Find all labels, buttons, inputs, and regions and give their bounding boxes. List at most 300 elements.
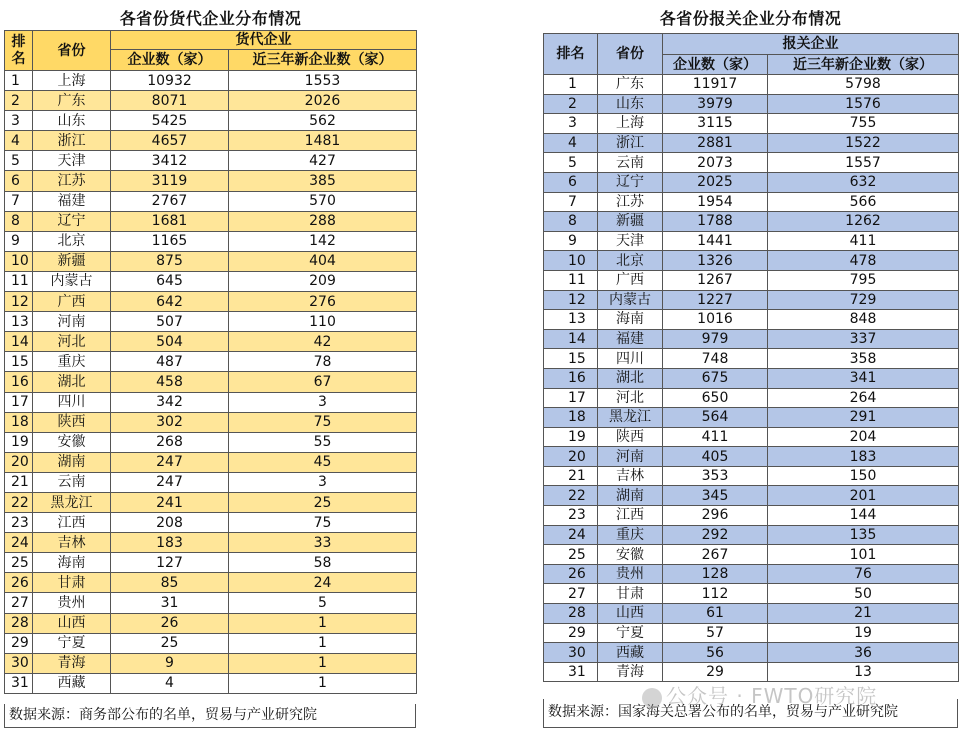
table-row [5,653,417,673]
new-count-cell: 101 [768,545,959,565]
count-cell: 4657 [111,131,229,151]
count-cell: 1954 [663,192,768,212]
table-row [544,270,959,290]
province-cell: 北京 [33,231,111,251]
new-count-cell: 1481 [229,131,417,151]
rank-cell: 13 [544,310,598,330]
count-cell: 5425 [111,111,229,131]
rank-cell: 21 [5,472,33,492]
rank-cell: 5 [5,151,33,171]
rank-cell: 25 [544,545,598,565]
count-cell: 2073 [663,153,768,173]
table-row [544,466,959,486]
table-row [5,513,417,533]
province-cell: 江西 [598,506,663,526]
rank-cell: 27 [5,593,33,613]
count-cell: 504 [111,332,229,352]
province-cell: 安徽 [598,545,663,565]
rank-cell: 12 [544,290,598,310]
table-row [544,564,959,584]
customs-group-header: 报关企业 [663,34,959,55]
rank-cell: 16 [5,372,33,392]
customs-table [543,33,959,682]
rank-cell: 6 [5,171,33,191]
new-count-cell: 209 [229,271,417,291]
rank-cell: 3 [544,114,598,134]
province-cell: 天津 [598,231,663,251]
province-cell: 吉林 [33,533,111,553]
table-row [5,312,417,332]
count-cell: 31 [111,593,229,613]
rank-cell: 18 [544,408,598,428]
table-row [544,525,959,545]
freight-table [4,30,417,694]
table-row [544,212,959,232]
count-cell: 1788 [663,212,768,232]
province-cell: 江苏 [33,171,111,191]
rank-cell: 14 [544,329,598,349]
count-cell: 183 [111,533,229,553]
new-count-cell: 562 [229,111,417,131]
province-cell: 广东 [598,75,663,95]
rank-cell: 29 [5,633,33,653]
rank-cell: 10 [5,251,33,271]
new-count-cell: 42 [229,332,417,352]
new-count-cell: 36 [768,643,959,663]
new-count-header: 近三年新企业数（家） [229,50,417,71]
province-cell: 四川 [598,349,663,369]
new-count-cell: 1553 [229,71,417,91]
rank-cell: 7 [5,191,33,211]
province-cell: 宁夏 [33,633,111,653]
freight-group-header: 货代企业 [111,31,417,50]
count-cell: 875 [111,251,229,271]
count-cell: 1227 [663,290,768,310]
rank-cell: 20 [5,452,33,472]
new-count-cell: 1557 [768,153,959,173]
rank-header: 排名 [5,31,33,71]
province-cell: 陕西 [33,412,111,432]
new-count-cell: 45 [229,452,417,472]
count-cell: 241 [111,492,229,512]
province-cell: 江苏 [598,192,663,212]
count-cell: 128 [663,564,768,584]
rank-cell: 8 [5,211,33,231]
table-row [5,573,417,593]
table-row [544,251,959,271]
new-count-cell: 478 [768,251,959,271]
province-cell: 青海 [598,662,663,682]
count-cell: 507 [111,312,229,332]
province-cell: 甘肃 [598,584,663,604]
table-row [544,447,959,467]
count-cell: 8071 [111,91,229,111]
province-cell: 广东 [33,91,111,111]
count-cell: 11917 [663,75,768,95]
count-cell: 56 [663,643,768,663]
new-count-cell: 142 [229,231,417,251]
table-row [5,392,417,412]
new-count-cell: 183 [768,447,959,467]
rank-header: 排名 [544,34,598,75]
table-row [5,613,417,633]
new-count-cell: 404 [229,251,417,271]
province-cell: 山东 [33,111,111,131]
count-cell: 342 [111,392,229,412]
count-cell: 2767 [111,191,229,211]
province-cell: 西藏 [598,643,663,663]
count-cell: 292 [663,525,768,545]
new-count-cell: 795 [768,270,959,290]
new-count-cell: 75 [229,513,417,533]
watermark [642,680,877,709]
count-cell: 208 [111,513,229,533]
table-row [544,368,959,388]
count-cell: 642 [111,292,229,312]
rank-cell: 13 [5,312,33,332]
table-row [544,153,959,173]
table-row [5,251,417,271]
rank-cell: 9 [544,231,598,251]
count-cell: 345 [663,486,768,506]
count-cell: 267 [663,545,768,565]
count-cell: 3979 [663,94,768,114]
count-cell: 411 [663,427,768,447]
province-cell: 西藏 [33,673,111,693]
rank-cell: 21 [544,466,598,486]
new-count-cell: 1 [229,613,417,633]
table-row [544,506,959,526]
table-row [5,292,417,312]
rank-cell: 5 [544,153,598,173]
province-cell: 陕西 [598,427,663,447]
province-cell: 辽宁 [598,172,663,192]
new-count-cell: 729 [768,290,959,310]
table-row [5,332,417,352]
table-row [544,408,959,428]
count-cell: 3412 [111,151,229,171]
rank-cell: 24 [5,533,33,553]
province-cell: 新疆 [33,251,111,271]
province-cell: 贵州 [598,564,663,584]
table-row [544,172,959,192]
count-cell: 85 [111,573,229,593]
rank-cell: 15 [544,349,598,369]
new-count-cell: 632 [768,172,959,192]
table-row [5,492,417,512]
new-count-cell: 2026 [229,91,417,111]
count-cell: 487 [111,352,229,372]
count-cell: 1016 [663,310,768,330]
table-row [5,111,417,131]
new-count-cell: 201 [768,486,959,506]
table-row [5,432,417,452]
new-count-cell: 3 [229,472,417,492]
rank-cell: 1 [544,75,598,95]
count-cell: 25 [111,633,229,653]
province-cell: 河北 [598,388,663,408]
rank-cell: 30 [5,653,33,673]
province-cell: 黑龙江 [598,408,663,428]
province-header: 省份 [33,31,111,71]
table-row [544,310,959,330]
rank-cell: 12 [5,292,33,312]
watermark-text: 公众号 · FWTO研究院 [666,684,878,708]
new-count-cell: 25 [229,492,417,512]
province-cell: 湖南 [33,452,111,472]
new-count-cell: 5798 [768,75,959,95]
province-cell: 宁夏 [598,623,663,643]
customs-table-title: 各省份报关企业分布情况 [659,9,842,28]
count-cell: 353 [663,466,768,486]
freight-source-note: 数据来源：商务部公布的名单，贸易与产业研究院 [4,704,416,728]
wechat-icon [642,688,662,708]
table-row [544,290,959,310]
new-count-cell: 276 [229,292,417,312]
table-row [5,171,417,191]
province-cell: 海南 [33,553,111,573]
province-cell: 广西 [598,270,663,290]
province-cell: 辽宁 [33,211,111,231]
rank-cell: 16 [544,368,598,388]
province-cell: 福建 [33,191,111,211]
count-cell: 268 [111,432,229,452]
table-row [544,231,959,251]
rank-cell: 31 [544,662,598,682]
rank-cell: 7 [544,192,598,212]
count-cell: 302 [111,412,229,432]
rank-cell: 30 [544,643,598,663]
count-cell: 3119 [111,171,229,191]
province-cell: 北京 [598,251,663,271]
table-row [5,211,417,231]
new-count-cell: 566 [768,192,959,212]
count-cell: 645 [111,271,229,291]
table-row [5,352,417,372]
rank-cell: 26 [5,573,33,593]
table-row [544,192,959,212]
rank-cell: 10 [544,251,598,271]
table-row [544,623,959,643]
province-cell: 黑龙江 [33,492,111,512]
table-row [5,131,417,151]
province-cell: 重庆 [33,352,111,372]
rank-cell: 8 [544,212,598,232]
rank-cell: 9 [5,231,33,251]
table-row [5,191,417,211]
province-cell: 新疆 [598,212,663,232]
province-cell: 湖北 [598,368,663,388]
rank-cell: 11 [5,271,33,291]
count-cell: 10932 [111,71,229,91]
count-cell: 564 [663,408,768,428]
rank-cell: 27 [544,584,598,604]
table-row [5,271,417,291]
province-cell: 河南 [598,447,663,467]
new-count-cell: 78 [229,352,417,372]
rank-cell: 20 [544,447,598,467]
table-row [5,91,417,111]
province-cell: 湖南 [598,486,663,506]
rank-cell: 14 [5,332,33,352]
customs-source-note: 数据来源：国家海关总署公布的名单，贸易与产业研究院 [543,699,958,728]
count-cell: 296 [663,506,768,526]
table-row [544,545,959,565]
new-count-cell: 21 [768,604,959,624]
table-row [5,673,417,693]
count-header: 企业数（家） [663,55,768,75]
table-row [5,593,417,613]
table-row [5,452,417,472]
table-row [544,329,959,349]
rank-cell: 19 [544,427,598,447]
new-count-cell: 411 [768,231,959,251]
province-cell: 内蒙古 [33,271,111,291]
rank-cell: 24 [544,525,598,545]
province-cell: 山西 [33,613,111,633]
new-count-cell: 1522 [768,133,959,153]
count-cell: 247 [111,472,229,492]
province-cell: 山东 [598,94,663,114]
table-row [5,71,417,91]
province-cell: 吉林 [598,466,663,486]
province-cell: 天津 [33,151,111,171]
rank-cell: 23 [544,506,598,526]
rank-cell: 22 [544,486,598,506]
rank-cell: 4 [5,131,33,151]
province-cell: 贵州 [33,593,111,613]
rank-cell: 3 [5,111,33,131]
new-count-cell: 33 [229,533,417,553]
count-cell: 1267 [663,270,768,290]
province-cell: 浙江 [598,133,663,153]
count-cell: 1326 [663,251,768,271]
count-cell: 650 [663,388,768,408]
count-cell: 1441 [663,231,768,251]
new-count-cell: 291 [768,408,959,428]
new-count-cell: 1262 [768,212,959,232]
province-cell: 广西 [33,292,111,312]
table-row [5,151,417,171]
new-count-cell: 264 [768,388,959,408]
rank-cell: 28 [5,613,33,633]
table-row [544,94,959,114]
count-cell: 405 [663,447,768,467]
rank-cell: 26 [544,564,598,584]
new-count-cell: 58 [229,553,417,573]
count-cell: 675 [663,368,768,388]
count-cell: 247 [111,452,229,472]
rank-cell: 6 [544,172,598,192]
new-count-cell: 110 [229,312,417,332]
rank-cell: 28 [544,604,598,624]
count-cell: 458 [111,372,229,392]
table-row [544,604,959,624]
count-cell: 4 [111,673,229,693]
table-row [544,584,959,604]
table-row [544,486,959,506]
table-row [5,533,417,553]
province-cell: 上海 [598,114,663,134]
table-row [5,553,417,573]
province-cell: 江西 [33,513,111,533]
new-count-cell: 385 [229,171,417,191]
province-cell: 甘肃 [33,573,111,593]
table-row [544,643,959,663]
rank-cell: 17 [544,388,598,408]
new-count-cell: 150 [768,466,959,486]
rank-cell: 25 [5,553,33,573]
new-count-cell: 1 [229,673,417,693]
new-count-cell: 755 [768,114,959,134]
rank-cell: 11 [544,270,598,290]
table-row [544,349,959,369]
count-cell: 9 [111,653,229,673]
new-count-cell: 76 [768,564,959,584]
new-count-header: 近三年新企业数（家） [768,55,959,75]
new-count-cell: 341 [768,368,959,388]
new-count-cell: 358 [768,349,959,369]
count-cell: 112 [663,584,768,604]
new-count-cell: 135 [768,525,959,545]
province-cell: 湖北 [33,372,111,392]
table-row [544,114,959,134]
count-cell: 1681 [111,211,229,231]
rank-cell: 2 [5,91,33,111]
rank-cell: 17 [5,392,33,412]
count-cell: 29 [663,662,768,682]
province-cell: 海南 [598,310,663,330]
table-row [544,75,959,95]
new-count-cell: 204 [768,427,959,447]
new-count-cell: 1 [229,653,417,673]
new-count-cell: 337 [768,329,959,349]
province-cell: 福建 [598,329,663,349]
rank-cell: 2 [544,94,598,114]
rank-cell: 22 [5,492,33,512]
rank-cell: 18 [5,412,33,432]
new-count-cell: 67 [229,372,417,392]
rank-cell: 4 [544,133,598,153]
table-row [544,427,959,447]
count-cell: 1165 [111,231,229,251]
new-count-cell: 75 [229,412,417,432]
province-cell: 安徽 [33,432,111,452]
province-cell: 四川 [33,392,111,412]
province-cell: 河北 [33,332,111,352]
count-cell: 26 [111,613,229,633]
table-row [544,388,959,408]
count-cell: 2881 [663,133,768,153]
count-header: 企业数（家） [111,50,229,71]
new-count-cell: 570 [229,191,417,211]
rank-cell: 23 [5,513,33,533]
new-count-cell: 1 [229,633,417,653]
province-cell: 云南 [33,472,111,492]
new-count-cell: 13 [768,662,959,682]
count-cell: 2025 [663,172,768,192]
count-cell: 748 [663,349,768,369]
province-cell: 上海 [33,71,111,91]
new-count-cell: 55 [229,432,417,452]
province-cell: 浙江 [33,131,111,151]
province-cell: 山西 [598,604,663,624]
rank-cell: 31 [5,673,33,693]
table-row [5,472,417,492]
table-row [5,372,417,392]
province-cell: 内蒙古 [598,290,663,310]
rank-cell: 1 [5,71,33,91]
